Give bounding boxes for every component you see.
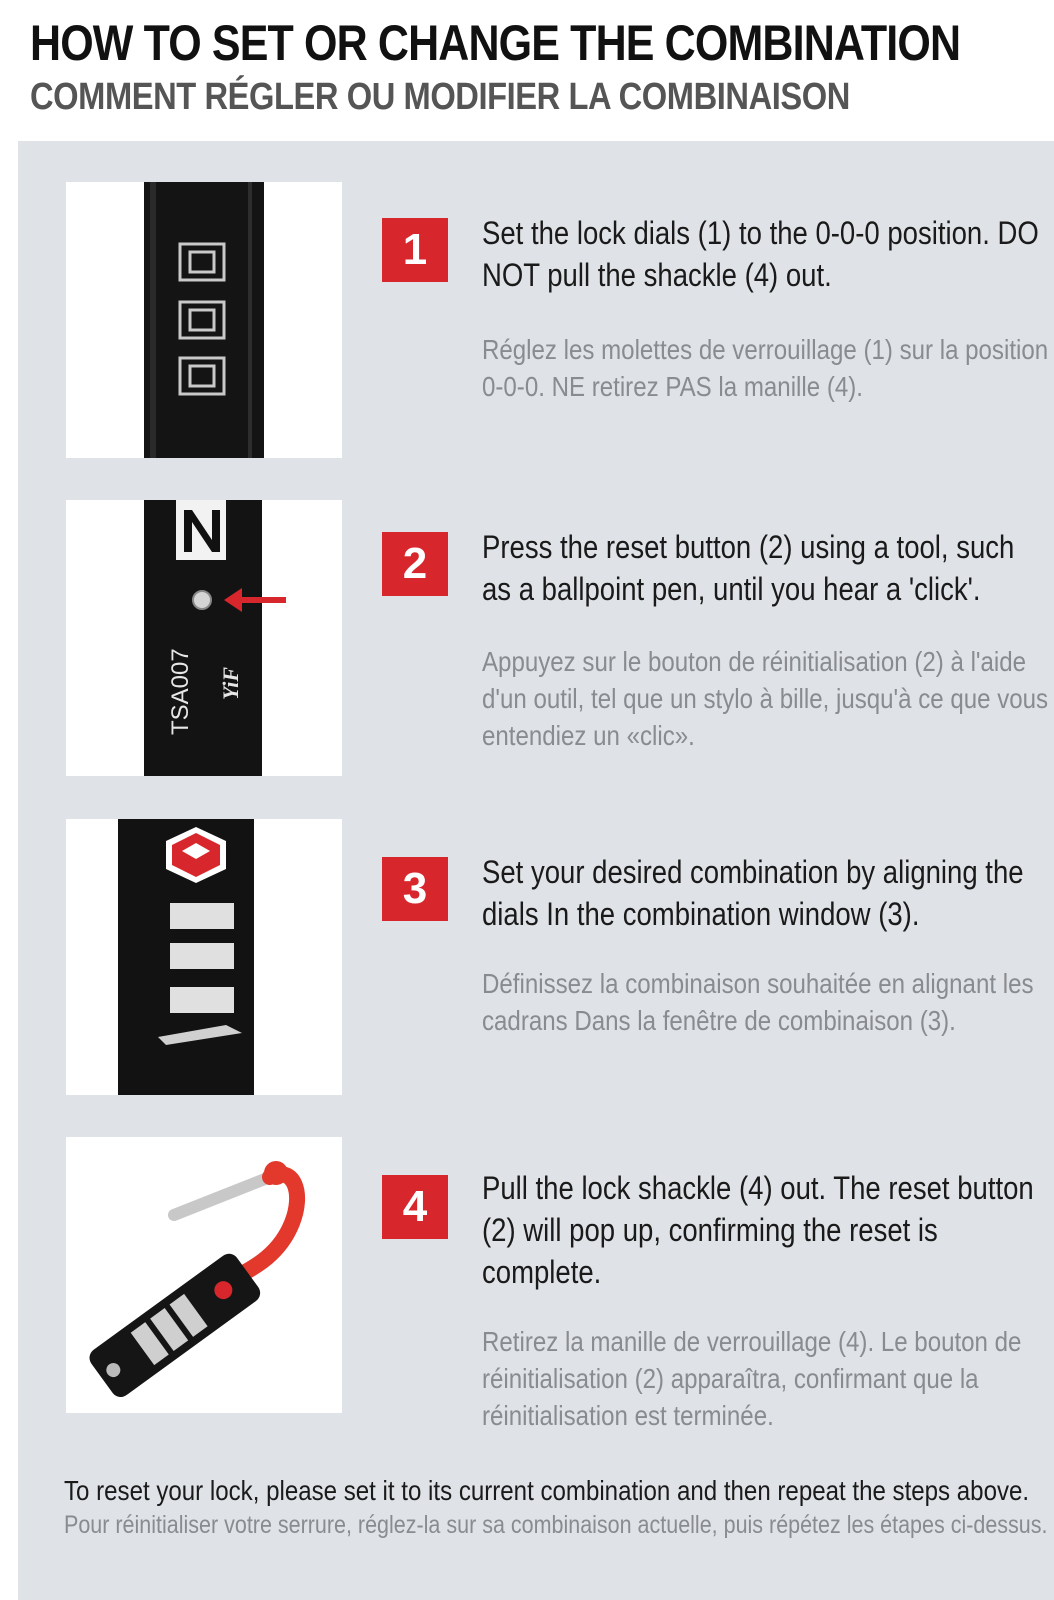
page-subtitle: COMMENT RÉGLER OU MODIFIER LA COMBINAISON: [30, 76, 850, 118]
brand-label: YiF: [218, 666, 243, 700]
step-4-number-badge: 4: [382, 1175, 448, 1239]
step-3-photo: [66, 819, 342, 1095]
model-label: TSA007: [167, 648, 194, 735]
open-shackle-lock-image: [66, 1137, 342, 1413]
step-4-text-fr: Retirez la manille de verrouillage (4). Le bouton de réinitialisation (2) apparaîtra, confirmant que la réinitialisation est terminée.: [482, 1326, 1022, 1431]
lock-dials-zero-image: [66, 182, 342, 458]
step-2-number-badge: 2: [382, 532, 448, 596]
step-4-photo: [66, 1137, 342, 1413]
step-1-number-badge: 1: [382, 218, 448, 282]
step-1-photo: [66, 182, 342, 458]
step-2-text-en: Press the reset button (2) using a tool, such as a ballpoint pen, until you hear a 'click'.: [482, 529, 1015, 607]
step-4-text-en: Pull the lock shackle (4) out. The reset button (2) will pop up, confirming the reset is complete.: [482, 1170, 1034, 1290]
step-3-text-en: Set your desired combination by aligning the dials In the combination window (3).: [482, 854, 1024, 932]
step-3-text-fr: Définissez la combinaison souhaitée en alignant les cadrans Dans la fenêtre de combinaison (3).: [482, 968, 1034, 1036]
page-title: HOW TO SET OR CHANGE THE COMBINATION: [30, 15, 961, 71]
instructions-panel: [18, 141, 1054, 1600]
footer-note-fr: Pour réinitialiser votre serrure, réglez-la sur sa combinaison actuelle, puis répétez les étapes ci-dessus.: [64, 1511, 1048, 1539]
combination-window-image: [66, 819, 342, 1095]
footer-note-en: To reset your lock, please set it to its current combination and then repeat the steps above.: [64, 1475, 1030, 1506]
step-1-text-en: Set the lock dials (1) to the 0-0-0 position. DO NOT pull the shackle (4) out.: [482, 215, 1039, 293]
step-2-photo: [66, 500, 342, 776]
step-3-number-badge: 3: [382, 857, 448, 921]
step-1-text-fr: Réglez les molettes de verrouillage (1) sur la position 0-0-0. NE retirez PAS la manille (4).: [482, 334, 1049, 402]
reset-button-image: [66, 500, 342, 776]
step-2-text-fr: Appuyez sur le bouton de réinitialisation (2) à l'aide d'un outil, tel que un stylo à bille, jusqu'à ce que vous entendiez un «clic».: [482, 646, 1049, 751]
